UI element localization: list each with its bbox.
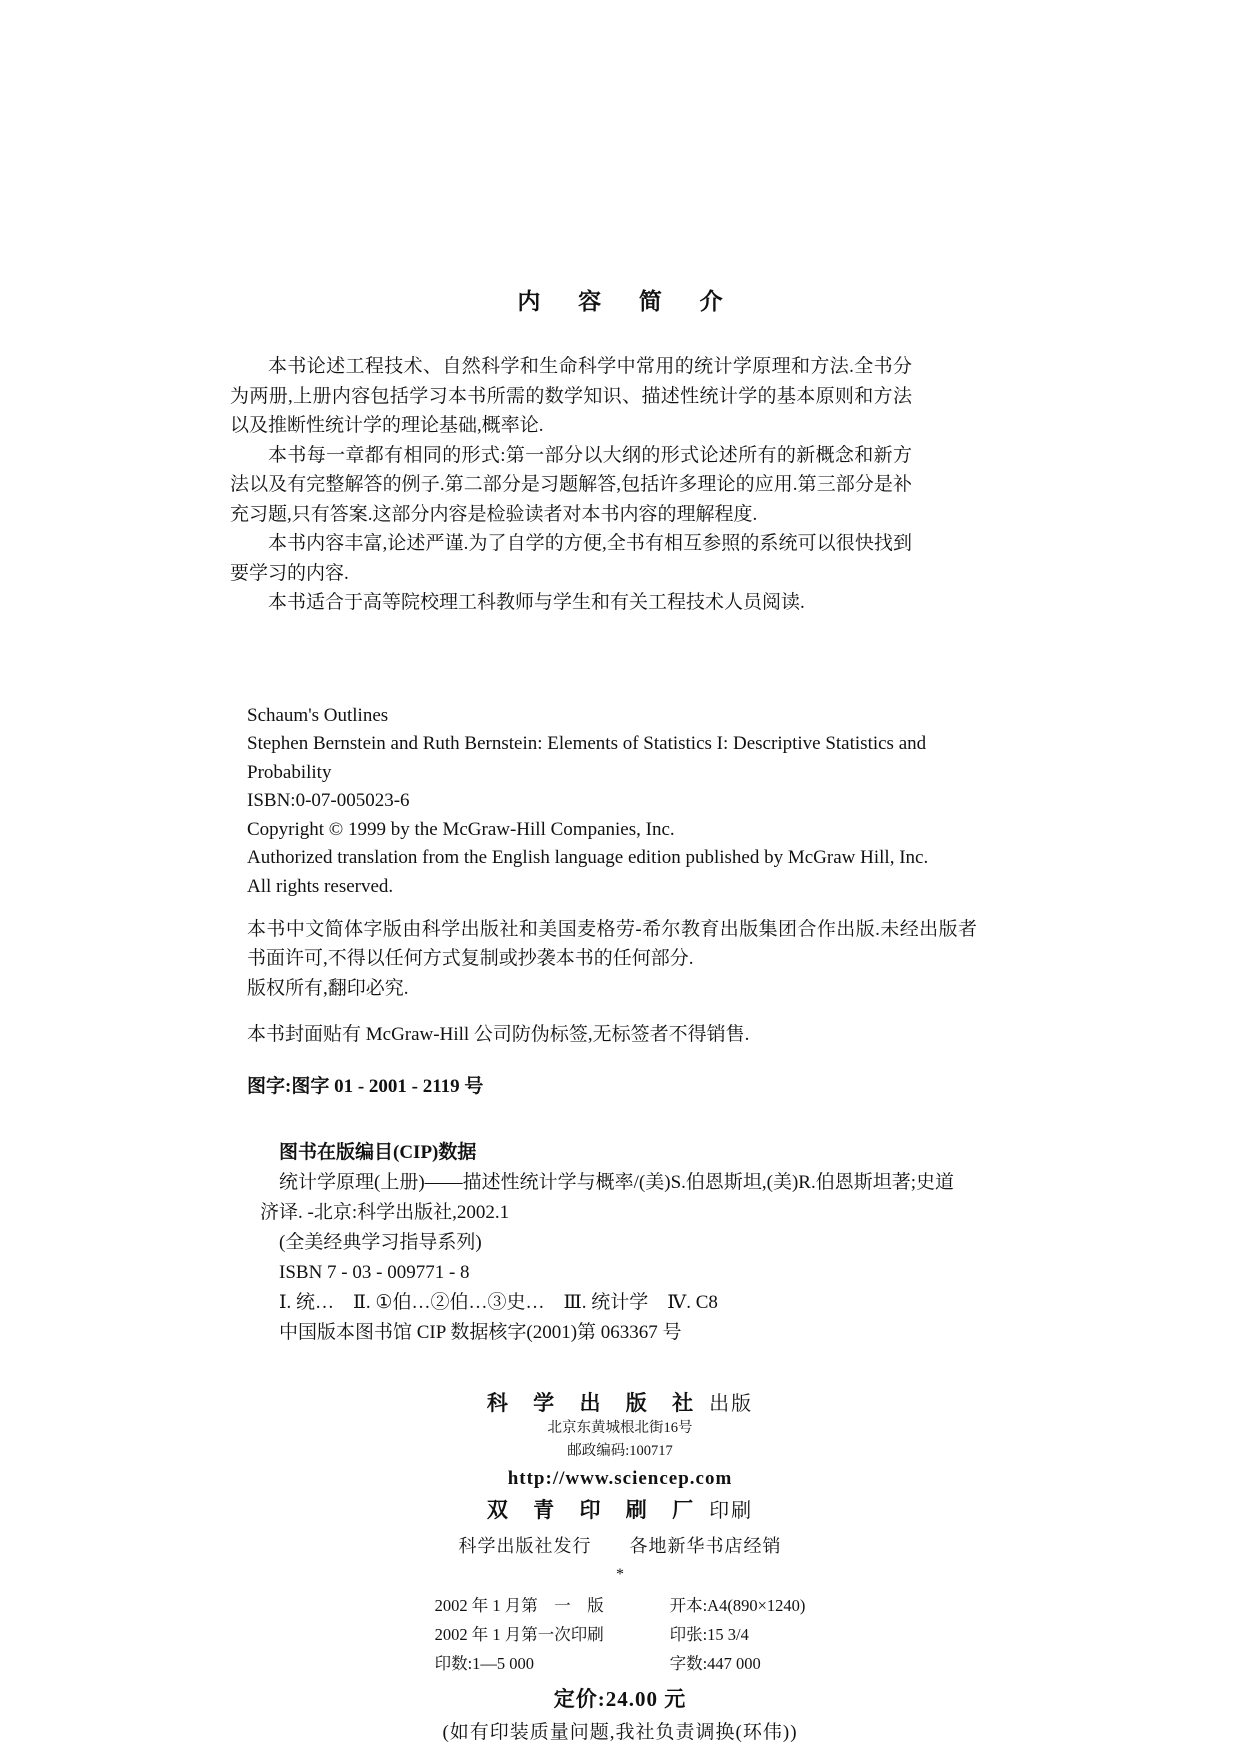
intro-paragraph: 本书论述工程技术、自然科学和生命科学中常用的统计学原理和方法.全书分为两册,上册内容包括学习本书所需的数学知识、描述性统计学的基本原则和方法以及推断性统计学的理论基础,概率论. — [230, 356, 912, 436]
asterisk-divider: * — [616, 1566, 624, 1584]
authorized-translation-line: Authorized translation from the English language edition published by McGraw Hill, Inc. — [247, 847, 929, 869]
edition-cell: 开本:A4(890×1240) — [669, 1596, 806, 1616]
edition-table — [435, 1591, 806, 1678]
edition-cell: 字数:447 000 — [669, 1654, 761, 1674]
printer-name: 双 青 印 刷 厂 — [486, 1497, 703, 1523]
copyright-cn-line: 本书中文简体字版由科学出版社和美国麦格劳-希尔教育出版集团合作出版.未经出版者书面许可,不得以任何方式复制或抄袭本书的任何部分. — [247, 918, 977, 970]
series-title-line: Schaum's Outlines — [247, 704, 389, 726]
publisher-name: 科 学 出 版 社 — [486, 1390, 703, 1416]
intro-paragraph: 本书每一章都有相同的形式:第一部分以大纲的形式论述所有的新概念和新方法以及有完整解答的例子.第二部分是习题解答,包括许多理论的应用.第三部分是补充习题,只有答案.这部分内容是检验读者对本书内容的理解程度. — [230, 444, 912, 525]
chinese-copyright-notice — [247, 915, 977, 1004]
original-title-line: Stephen Bernstein and Ruth Bernstein: Elements of Statistics I: Descriptive Statistics and Probability — [247, 733, 927, 783]
copyright-line: Copyright © 1999 by the McGraw-Hill Companies, Inc. — [247, 818, 675, 840]
edition-cell: 印数:1—5 000 — [434, 1654, 535, 1674]
anti-counterfeit-notice: 本书封面贴有 McGraw-Hill 公司防伪标签,无标签者不得销售. — [247, 1024, 750, 1046]
intro-paragraph: 本书内容丰富,论述严谨.为了自学的方便,全书有相互参照的系统可以很快找到要学习的内容. — [230, 533, 912, 584]
cip-isbn: ISBN 7 - 03 - 009771 - 8 — [279, 1262, 470, 1284]
english-credits — [247, 702, 1009, 902]
cip-record-number: 中国版本图书馆 CIP 数据核字(2001)第 063367 号 — [279, 1322, 682, 1344]
printer-suffix: 印刷 — [702, 1500, 754, 1523]
cip-data-block — [260, 1138, 960, 1348]
distribution-line: 科学出版社发行 各地新华书店经销 — [458, 1536, 782, 1557]
publisher-line — [0, 1390, 1240, 1417]
printer-line — [0, 1497, 1240, 1524]
edition-cell: 印张:15 3/4 — [669, 1625, 749, 1645]
edition-cell: 2002 年 1 月第一次印刷 — [434, 1625, 604, 1645]
original-isbn-line: ISBN:0-07-005023-6 — [247, 790, 410, 812]
registration-number-line: 图字:图字 01 - 2001 - 2119 号 — [247, 1076, 484, 1098]
colophon — [0, 1390, 1240, 1745]
edition-row — [435, 1591, 806, 1620]
publisher-suffix: 出版 — [702, 1393, 754, 1416]
price-line: 定价:24.00 元 — [553, 1687, 687, 1712]
rights-reserved-line: All rights reserved. — [247, 876, 394, 898]
publisher-postcode: 邮政编码:100717 — [567, 1443, 673, 1460]
publisher-website: http://www.sciencep.com — [507, 1468, 733, 1490]
edition-row — [435, 1649, 806, 1678]
cip-classification: Ⅰ. 统… Ⅱ. ①伯…②伯…③史… Ⅲ. 统计学 Ⅳ. C8 — [279, 1292, 718, 1314]
content-summary-title: 内 容 简 介 — [517, 289, 739, 314]
quality-exchange-note: (如有印装质量问题,我社负责调换(环伟)) — [442, 1722, 798, 1744]
cip-entry: 统计学原理(上册)——描述性统计学与概率/(美)S.伯恩斯坦,(美)R.伯恩斯坦著;史道济译. -北京:科学出版社,2002.1 — [260, 1172, 955, 1224]
cip-header: 图书在版编目(CIP)数据 — [279, 1142, 477, 1164]
cip-series: (全美经典学习指导系列) — [279, 1232, 482, 1254]
edition-cell: 2002 年 1 月第 一 版 — [434, 1596, 604, 1616]
intro-paragraph: 本书适合于高等院校理工科教师与学生和有关工程技术人员阅读. — [268, 592, 805, 613]
copyright-cn-line: 版权所有,翻印必究. — [247, 977, 409, 999]
publisher-address: 北京东黄城根北街16号 — [547, 1420, 693, 1437]
content-summary — [230, 352, 912, 618]
edition-row — [435, 1620, 806, 1649]
